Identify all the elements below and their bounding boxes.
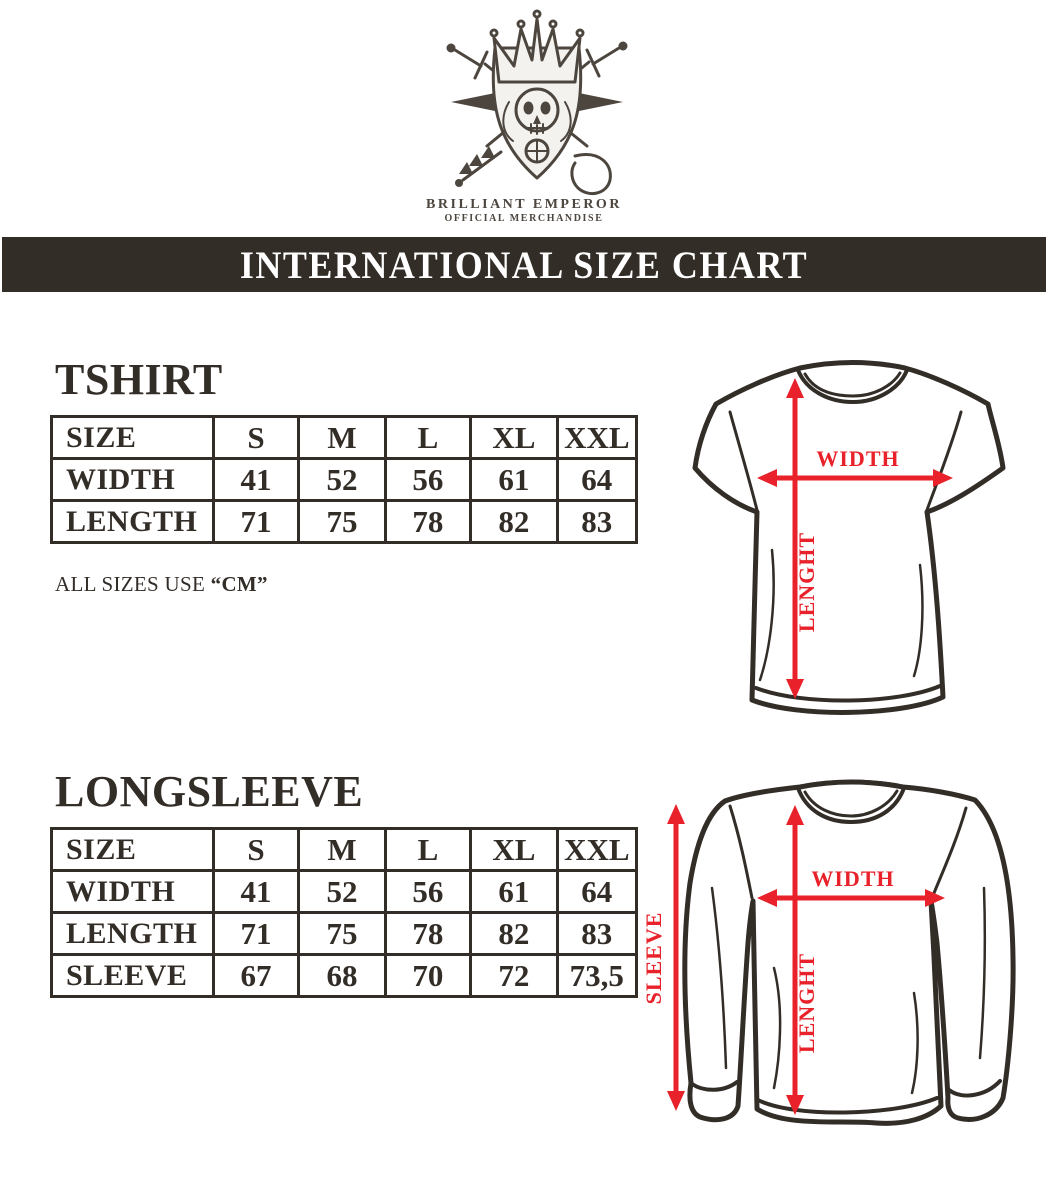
orb-icon xyxy=(526,140,548,162)
longsleeve-length-label: LENGTH xyxy=(52,913,214,955)
longsleeve-sleeve-m: 68 xyxy=(299,955,385,997)
longsleeve-width-arrow-label: WIDTH xyxy=(811,866,895,891)
tshirt-length-xl: 82 xyxy=(471,501,557,543)
left-spike xyxy=(451,93,495,111)
longsleeve-outline xyxy=(685,782,1013,1123)
banner xyxy=(2,237,1046,292)
tshirt-col-l: L xyxy=(385,417,470,459)
tshirt-length-l: 78 xyxy=(385,501,470,543)
longsleeve-sleeve-xxl: 73,5 xyxy=(557,955,636,997)
brand-name: BRILLIANT EMPEROR xyxy=(426,197,622,212)
tshirt-width-arrow-label: WIDTH xyxy=(816,446,900,471)
longsleeve-col-l: L xyxy=(385,829,470,871)
tshirt-col-s: S xyxy=(213,417,298,459)
longsleeve-width-xxl: 64 xyxy=(557,871,636,913)
banner-title: INTERNATIONAL SIZE CHART xyxy=(239,242,809,287)
longsleeve-length-arrow-label: LENGHT xyxy=(794,952,819,1054)
longsleeve-length-l: 78 xyxy=(385,913,470,955)
tshirt-width-xxl: 64 xyxy=(557,459,636,501)
tshirt-length-m: 75 xyxy=(299,501,385,543)
tshirt-width-l: 56 xyxy=(385,459,470,501)
longsleeve-length-xxl: 83 xyxy=(557,913,636,955)
longsleeve-col-xxl: XXL xyxy=(557,829,636,871)
tshirt-length-xxl: 83 xyxy=(557,501,636,543)
longsleeve-sleeve-s: 67 xyxy=(213,955,298,997)
tshirt-width-m: 52 xyxy=(299,459,385,501)
longsleeve-header-row xyxy=(52,829,637,871)
tshirt-col-size: SIZE xyxy=(52,417,214,459)
tshirt-diagram xyxy=(678,340,1013,730)
longsleeve-sleeve-arrow-label: SLEEVE xyxy=(641,911,666,1005)
longsleeve-width-m: 52 xyxy=(299,871,385,913)
longsleeve-sleeve-row xyxy=(52,955,637,997)
tshirt-col-xl: XL xyxy=(471,417,557,459)
longsleeve-size-table xyxy=(50,827,638,998)
longsleeve-sleeve-label: SLEEVE xyxy=(52,955,214,997)
tshirt-section-title: TSHIRT xyxy=(55,355,223,404)
longsleeve-col-s: S xyxy=(213,829,298,871)
tshirt-length-s: 71 xyxy=(213,501,298,543)
longsleeve-width-xl: 61 xyxy=(471,871,557,913)
longsleeve-length-row xyxy=(52,913,637,955)
brand-emblem xyxy=(437,8,637,198)
tshirt-width-xl: 61 xyxy=(471,459,557,501)
tshirt-width-s: 41 xyxy=(213,459,298,501)
right-spike xyxy=(579,93,623,111)
longsleeve-sleeve-l: 70 xyxy=(385,955,470,997)
brand-tagline: OFFICIAL MERCHANDISE xyxy=(444,213,604,224)
tshirt-length-label: LENGTH xyxy=(52,501,214,543)
mace-icon xyxy=(455,146,501,187)
longsleeve-width-label: WIDTH xyxy=(52,871,214,913)
units-note-unit: “CM” xyxy=(210,572,268,596)
tshirt-outline xyxy=(695,363,1003,713)
tshirt-width-label: WIDTH xyxy=(52,459,214,501)
tshirt-col-xxl: XXL xyxy=(557,417,636,459)
tshirt-length-arrow-label: LENGHT xyxy=(794,531,819,633)
tshirt-col-m: M xyxy=(299,417,385,459)
carabiner-icon xyxy=(572,155,611,194)
longsleeve-sleeve-xl: 72 xyxy=(471,955,557,997)
units-note xyxy=(55,572,268,597)
tshirt-length-row xyxy=(52,501,637,543)
tshirt-width-row xyxy=(52,459,637,501)
longsleeve-width-row xyxy=(52,871,637,913)
longsleeve-col-xl: XL xyxy=(471,829,557,871)
longsleeve-diagram xyxy=(634,768,1046,1140)
tshirt-size-table xyxy=(50,415,638,544)
longsleeve-length-m: 75 xyxy=(299,913,385,955)
longsleeve-section-title: LONGSLEEVE xyxy=(55,767,364,816)
longsleeve-length-xl: 82 xyxy=(471,913,557,955)
longsleeve-length-s: 71 xyxy=(213,913,298,955)
tshirt-header-row xyxy=(52,417,637,459)
longsleeve-col-m: M xyxy=(299,829,385,871)
units-note-text: ALL SIZES USE xyxy=(55,572,211,596)
longsleeve-width-s: 41 xyxy=(213,871,298,913)
longsleeve-width-l: 56 xyxy=(385,871,470,913)
longsleeve-sleeve-arrow xyxy=(641,804,685,1111)
longsleeve-col-size: SIZE xyxy=(52,829,214,871)
